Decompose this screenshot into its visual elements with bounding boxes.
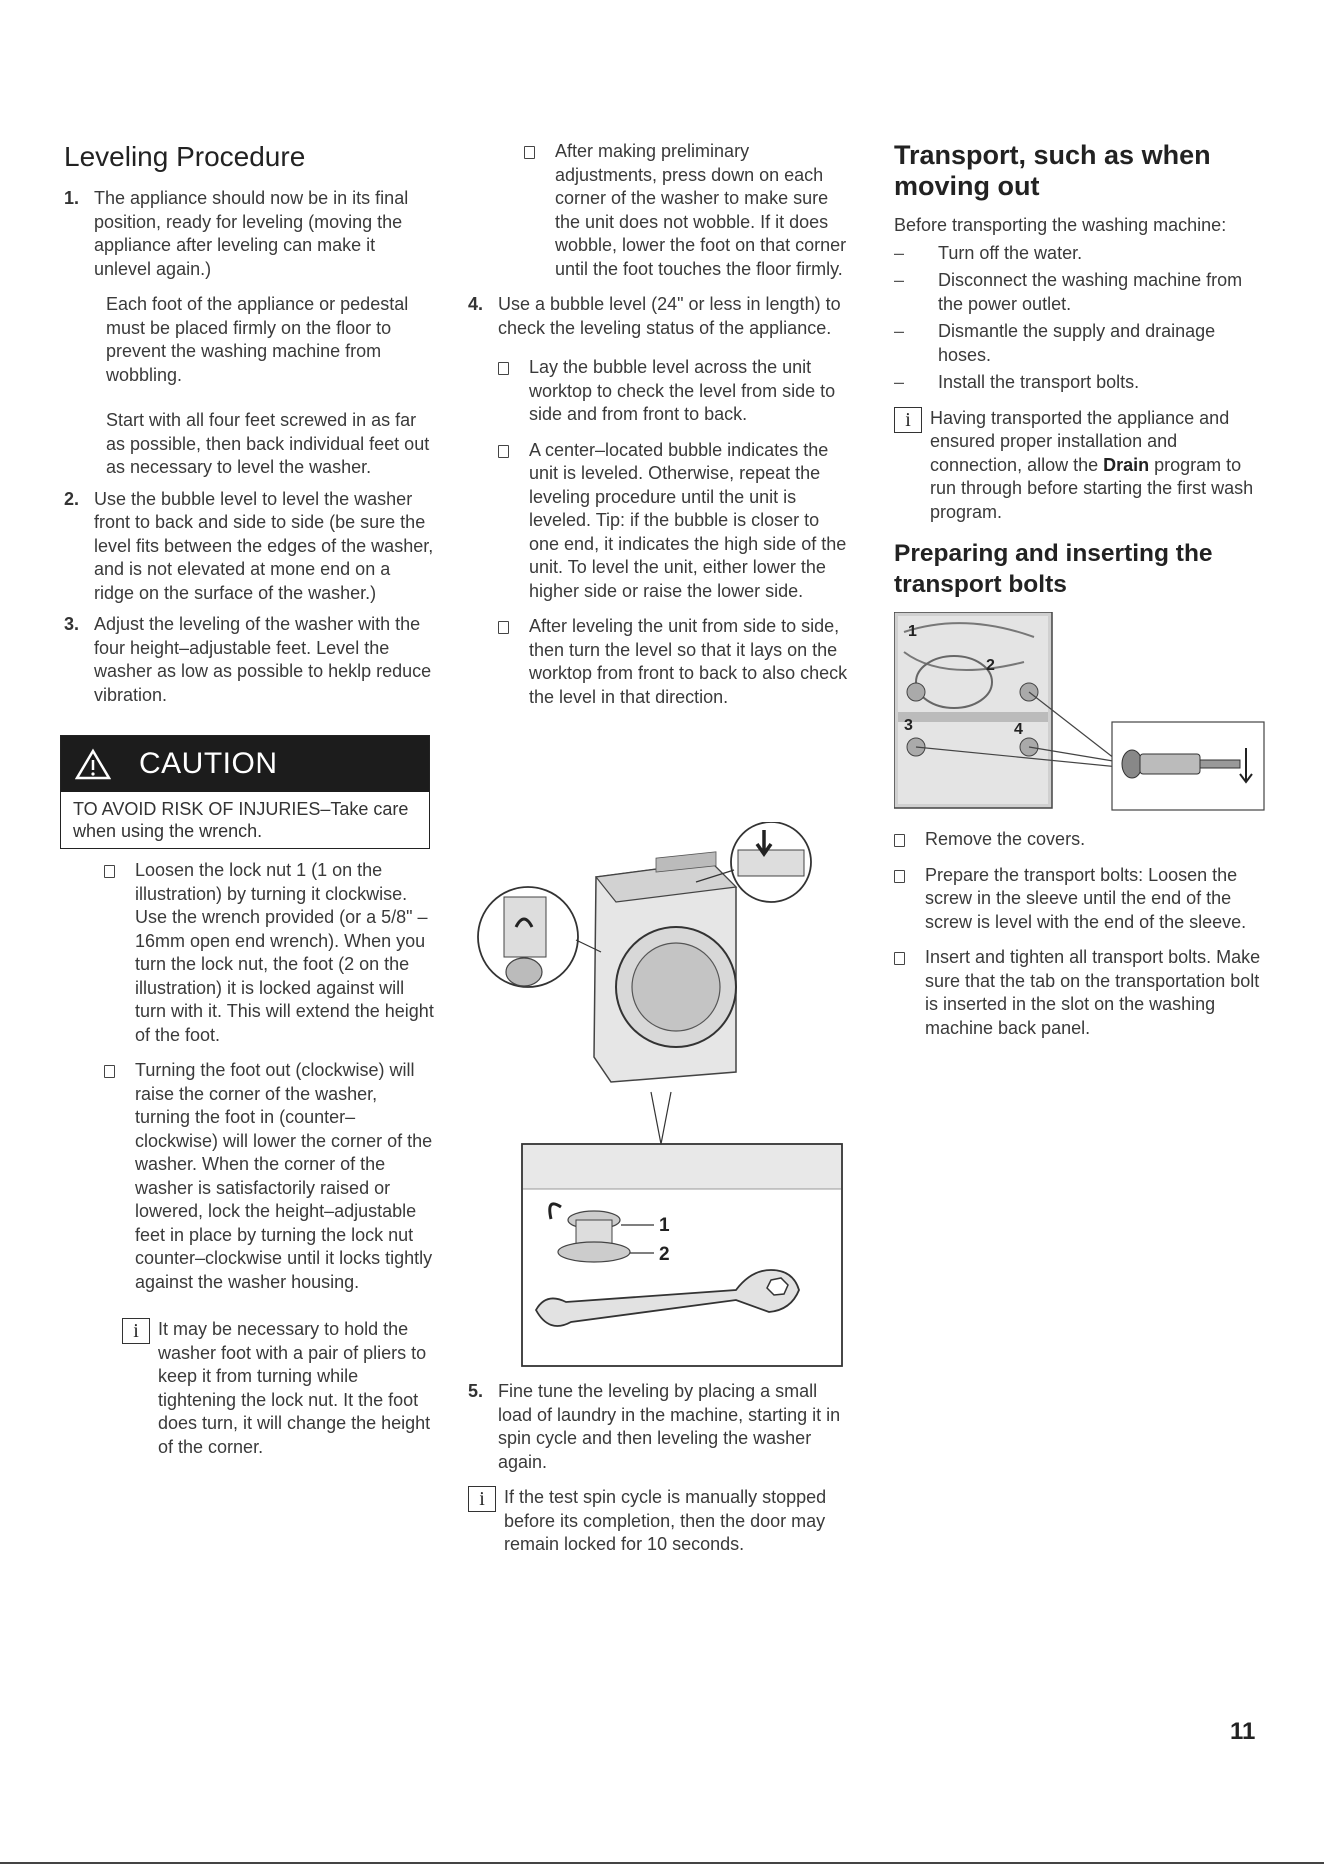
page-bottom-rule xyxy=(0,1862,1324,1864)
step-5 xyxy=(468,1380,848,1474)
note-text xyxy=(930,407,1270,525)
checkbox-bullet-icon xyxy=(894,952,905,965)
callout-number: 2 xyxy=(659,1244,670,1265)
column-middle-bottom xyxy=(468,1380,848,1557)
dash-text: Disconnect the washing machine from the power outlet. xyxy=(938,270,1243,314)
bullet-text: A center–located bubble indicates the unit is leveled. Otherwise, repeat the leveling procedure until the unit is leveled. Tip: if the bubble is closer to one end, it indicates the high side of the unit. To level the unit, either lower the higher side or raise the lower side. xyxy=(529,439,847,601)
list-item xyxy=(894,946,1270,1040)
list-item xyxy=(894,371,1270,395)
transport-intro: Before transporting the washing machine: xyxy=(894,215,1227,235)
caution-label: CAUTION xyxy=(139,747,278,781)
list-item xyxy=(894,242,1270,266)
section-title-transport: Transport, such as when moving out xyxy=(894,140,1211,201)
checkbox-bullet-icon xyxy=(104,1065,115,1078)
transport-bolt-steps xyxy=(894,828,1270,1040)
info-note xyxy=(894,407,1270,525)
list-item xyxy=(894,269,1270,316)
bolt-position-label: 2 xyxy=(986,657,995,674)
page-number: 11 xyxy=(1230,1718,1256,1745)
list-item xyxy=(104,859,434,1047)
bullet-text: Remove the covers. xyxy=(925,829,1086,849)
column-right xyxy=(894,140,1270,1052)
info-note xyxy=(122,1318,434,1459)
list-item xyxy=(104,1059,434,1294)
step-3 xyxy=(64,613,434,707)
foot-detail-inset-left xyxy=(478,887,578,987)
dash-marker: – xyxy=(894,321,905,341)
note-text: If the test spin cycle is manually stopped before its completion, then the door may remain locked for 10 seconds. xyxy=(504,1487,827,1554)
washer-drawing xyxy=(594,852,736,1082)
step-2 xyxy=(64,488,434,606)
step-1-paragraph-2: Each foot of the appliance or pedestal must be placed firmly on the floor to prevent the washing machine from wobbling. xyxy=(106,294,409,385)
list-item xyxy=(894,864,1270,935)
bolt-position-label: 3 xyxy=(904,717,913,734)
caution-bullets xyxy=(104,859,434,1459)
bullet-text: Insert and tighten all transport bolts. Make sure that the tab on the transportation bolt is inserted in the slot on the washing machine back panel. xyxy=(925,947,1261,1038)
bullet-text: After making preliminary adjustments, press down on each corner of the washer to make sure the unit does not wobble. If it does wobble, lower the foot on that corner until the foot touches the floor firmly. xyxy=(555,141,847,279)
bullet-text: Lay the bubble level across the unit worktop to check the level from side to side and from front to back. xyxy=(529,357,836,424)
info-note xyxy=(468,1486,848,1557)
section-title-leveling: Leveling Procedure xyxy=(64,141,306,172)
dash-text: Turn off the water. xyxy=(938,242,1083,263)
callout-number: 1 xyxy=(659,1215,670,1236)
drain-program-name: Drain xyxy=(1103,454,1150,475)
list-item xyxy=(498,439,848,604)
transport-bolts-illustration xyxy=(894,612,1269,812)
dash-marker: – xyxy=(894,270,905,290)
step-4-bullets xyxy=(498,356,848,709)
info-icon: i xyxy=(894,407,922,433)
checkbox-bullet-icon xyxy=(498,621,509,634)
warning-triangle-icon xyxy=(75,748,111,780)
list-item xyxy=(498,356,848,427)
step-text: Adjust the leveling of the washer with the four height–adjustable feet. Level the washer as low as possible to heklp reduce vibration. xyxy=(94,614,432,705)
step-4 xyxy=(468,293,848,340)
checkbox-bullet-icon xyxy=(498,362,509,375)
dash-marker: – xyxy=(894,242,905,263)
info-icon: i xyxy=(468,1486,496,1512)
section-subtitle-transport-bolts: Preparing and inserting the transport bolts xyxy=(894,540,1213,598)
step-text: Use the bubble level to level the washer front to back and side to side (be sure the level fits between the edges of the washer, and is not elevated at mone end on a ridge on the surface of the washer.) xyxy=(94,488,434,603)
bolt-position-label: 1 xyxy=(908,623,917,640)
info-icon: i xyxy=(122,1318,150,1344)
checkbox-bullet-icon xyxy=(524,146,535,159)
bullet-text: Turning the foot out (clockwise) will raise the corner of the washer, turning the foot in (counter–clockwise) will lower the corner of the washer. When the corner of the washer is satisfactorily raised or lowered, lock the height–adjustable feet in place by turning the lock nut counter–clockwise until it locks tightly against the washer housing. xyxy=(135,1060,433,1292)
level-detail-inset-right xyxy=(731,822,811,902)
checkbox-bullet-icon xyxy=(104,865,115,878)
caution-text: TO AVOID RISK OF INJURIES–Take care when using the wrench. xyxy=(73,799,409,841)
step-text: The appliance should now be in its final position, ready for leveling (moving the appliance after leveling can make it unlevel again.) xyxy=(94,188,409,279)
bolt-position-label: 4 xyxy=(1014,721,1023,738)
checkbox-bullet-icon xyxy=(894,834,905,847)
step-number: 5. xyxy=(468,1381,484,1401)
column-left xyxy=(64,140,434,1459)
step-number: 2. xyxy=(64,488,80,509)
list-item xyxy=(894,828,1270,852)
step-1-paragraph-3: Start with all four feet screwed in as far as possible, then back individual feet out as necessary to level the washer. xyxy=(106,410,430,477)
caution-box xyxy=(60,735,430,849)
step-number: 3. xyxy=(64,614,80,634)
list-item xyxy=(498,615,848,709)
dash-marker: – xyxy=(894,372,905,392)
bullet-text: Prepare the transport bolts: Loosen the screw in the sleeve until the end of the screw is level with the end of the sleeve. xyxy=(925,864,1247,932)
note-text-after: program to run through before starting the first wash program. xyxy=(930,454,1254,522)
step-number: 4. xyxy=(468,294,484,314)
foot-wrench-detail-box xyxy=(522,1144,842,1366)
bullet-text: Loosen the lock nut 1 (1 on the illustration) by turning it clockwise. Use the wrench provided (or a 5/8" – 16mm open end wrench). When you turn the lock nut, the foot (2 on the illustration) it is locked against will turn with it. This will extend the height of the foot. xyxy=(135,860,434,1045)
note-text: It may be necessary to hold the washer foot with a pair of pliers to keep it from turning while tightening the lock nut. It the foot does turn, it will change the height of the corner. xyxy=(158,1319,431,1457)
step-text: Use a bubble level (24" or less in length) to check the leveling status of the appliance. xyxy=(498,294,841,338)
bullet-text: After leveling the unit from side to side, then turn the level so that it lays on the worktop from front to back to also check the level in that direction. xyxy=(529,616,848,707)
checkbox-bullet-icon xyxy=(894,870,905,883)
checkbox-bullet-icon xyxy=(498,445,509,458)
step-1 xyxy=(64,187,434,281)
leveling-foot-illustration xyxy=(476,822,846,1367)
list-item xyxy=(524,140,848,281)
callout-line xyxy=(651,1092,671,1144)
dash-text: Dismantle the supply and drainage hoses. xyxy=(938,321,1216,365)
column-middle xyxy=(468,140,848,721)
caution-header xyxy=(61,736,429,792)
step-text: Fine tune the leveling by placing a small load of laundry in the machine, starting it in spin cycle and then leveling the washer again. xyxy=(498,1381,841,1472)
list-item xyxy=(894,320,1270,367)
note-text-before: Having transported the appliance and ensured proper installation and connection, allow the xyxy=(930,407,1230,475)
dash-text: Install the transport bolts. xyxy=(938,372,1140,392)
step-number: 1. xyxy=(64,188,80,208)
